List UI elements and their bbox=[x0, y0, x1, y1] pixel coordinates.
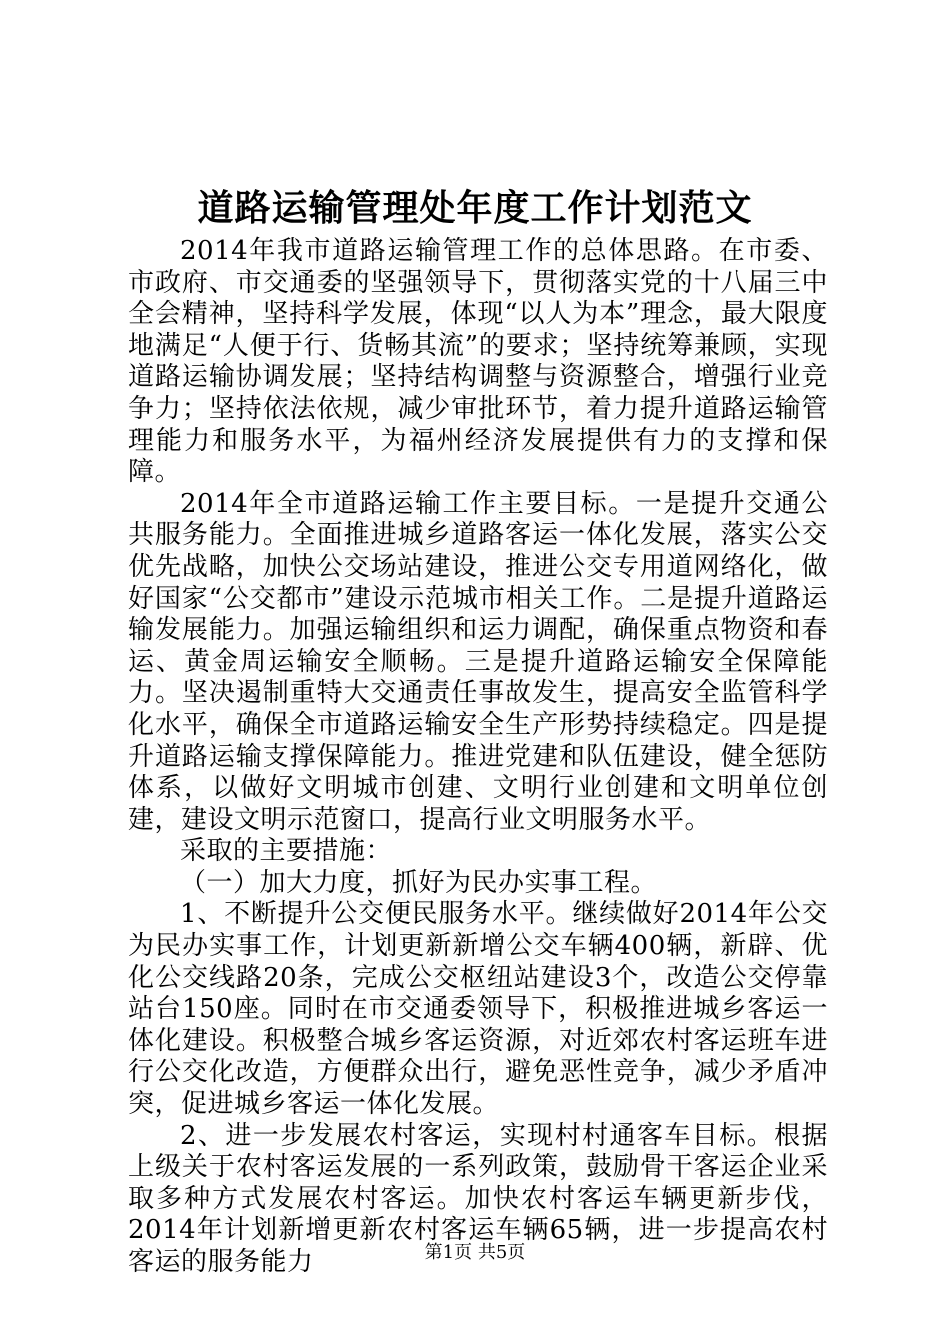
document-title: 道路运输管理处年度工作计划范文 bbox=[197, 187, 753, 229]
document-body bbox=[128, 236, 828, 1279]
paragraph-overall-approach: 2014年我市道路运输管理工作的总体思路。在市委、市政府、市交通委的坚强领导下，贯彻落实党的十八届三中全会精神，坚持科学发展，体现“以人为本”理念，最大限度地满足“人便于行、货畅其流”的要求；坚持统筹兼顾，实现道路运输协调发展；坚持结构调整与资源整合，增强行业竞争力；坚持依法依规，减少审批环节，着力提升道路运输管理能力和服务水平，为福州经济发展提供有力的支撑和保障。 bbox=[128, 236, 828, 488]
paragraph-item-one: 1、不断提升公交便民服务水平。继续做好2014年公交为民办实事工作，计划更新新增公交车辆400辆，新辟、优化公交线路20条，完成公交枢纽站建设3个，改造公交停靠站台150座。同时在市交通委领导下，积极推进城乡客运一体化建设。积极整合城乡客运资源，对近郊农村客运班车进行公交化改造，方便群众出行，避免恶性竞争，减少矛盾冲突，促进城乡客运一体化发展。 bbox=[128, 899, 828, 1120]
paragraph-measures-heading: 采取的主要措施： bbox=[180, 836, 393, 867]
paragraph-main-goals: 2014年全市道路运输工作主要目标。一是提升交通公共服务能力。全面推进城乡道路客运一体化发展，落实公交优先战略，加快公交场站建设，推进公交专用道网络化，做好国家“公交都市”建设示范城市相关工作。二是提升道路运输发展能力。加强运输组织和运力调配，确保重点物资和春运、黄金周运输安全顺畅。三是提升道路运输安全保障能力。坚决遏制重特大交通责任事故发生，提高安全监管科学化水平，确保全市道路运输安全生产形势持续稳定。四是提升道路运输支撑保障能力。推进党建和队伍建设，健全惩防体系，以做好文明城市创建、文明行业创建和文明单位创建，建设文明示范窗口，提高行业文明服务水平。 bbox=[128, 488, 828, 835]
paragraph-item-two: 2、进一步发展农村客运，实现村村通客车目标。根据上级关于农村客运发展的一系列政策，鼓励骨干客运企业采取多种方式发展农村客运。加快农村客运车辆更新步伐，2014年计划新增更新农村客运车辆65辆，进一步提高农村客运的服务能力 bbox=[128, 1120, 828, 1277]
page-footer: 第1页 共5页 bbox=[424, 1242, 526, 1263]
paragraph-section-one-heading: （一）加大力度，抓好为民办实事工程。 bbox=[180, 867, 658, 898]
